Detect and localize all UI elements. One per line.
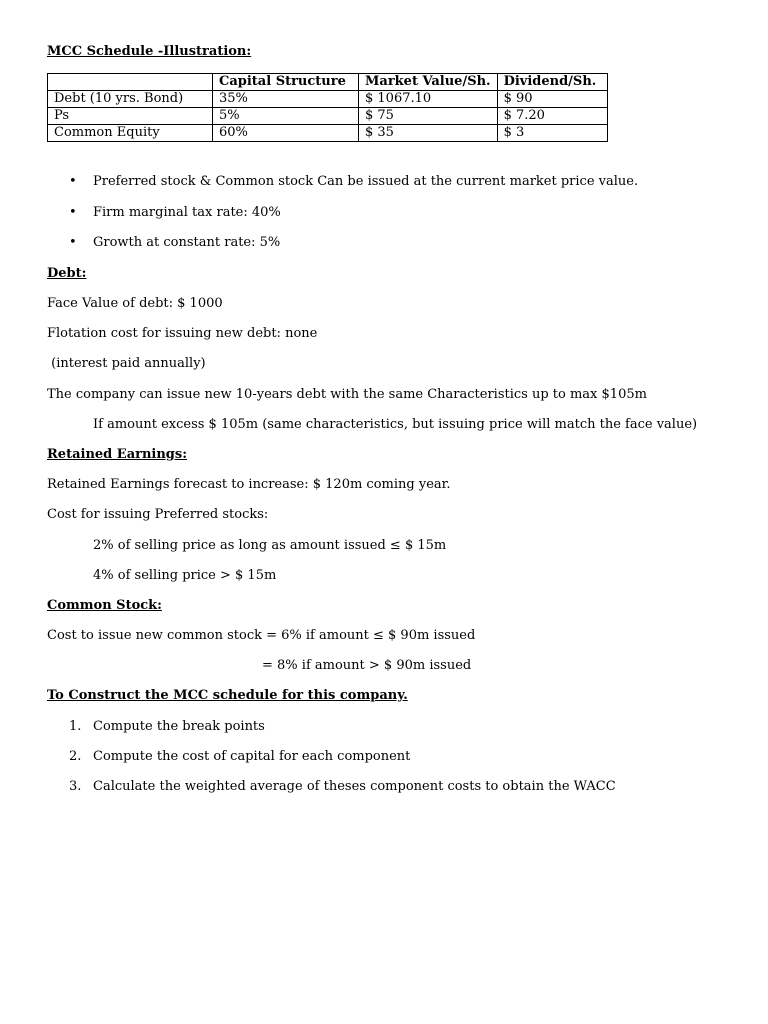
debt-excess-note: If amount excess $ 105m (same characteristics, but issuing price will match the face value) <box>93 417 698 432</box>
debt-interest-note: (interest paid annually) <box>47 356 206 371</box>
list-text: Compute the cost of capital for each component <box>93 749 411 764</box>
table-row <box>48 108 608 125</box>
preferred-cost-label: Cost for issuing Preferred stocks: <box>47 507 269 522</box>
table-row <box>48 91 608 108</box>
common-cost-1: Cost to issue new common stock = 6% if amount ≤ $ 90m issued <box>47 628 476 643</box>
debt-face-value: Face Value of debt: $ 1000 <box>47 296 223 311</box>
table-header-cell <box>48 74 213 91</box>
bullet-text: Growth at constant rate: 5% <box>93 235 281 250</box>
common-cost-2: = 8% if amount > $ 90m issued <box>262 658 472 673</box>
debt-issue-limit: The company can issue new 10-years debt with the same Characteristics up to max $105m <box>47 387 647 402</box>
table-cell: Ps <box>48 108 213 125</box>
preferred-cost-tier1: 2% of selling price as long as amount issued ≤ $ 15m <box>93 538 447 553</box>
table-cell: $ 75 <box>359 108 498 125</box>
table-cell: Debt (10 yrs. Bond) <box>48 91 213 108</box>
bullet-marker: • <box>69 174 77 189</box>
document-title: MCC Schedule -Illustration: <box>47 44 252 59</box>
debt-flotation: Flotation cost for issuing new debt: none <box>47 326 318 341</box>
list-number: 2. <box>69 749 82 764</box>
table-header-row <box>48 74 608 91</box>
table-header-cell: Capital Structure <box>213 74 359 91</box>
list-number: 1. <box>69 719 82 734</box>
list-number: 3. <box>69 779 82 794</box>
table-cell: Common Equity <box>48 125 213 142</box>
bullet-marker: • <box>69 235 77 250</box>
common-heading: Common Stock: <box>47 598 162 613</box>
list-text: Compute the break points <box>93 719 265 734</box>
bullet-marker: • <box>69 205 77 220</box>
table-cell: 35% <box>213 91 359 108</box>
bullet-text: Preferred stock & Common stock Can be issued at the current market price value. <box>93 174 639 189</box>
retained-forecast: Retained Earnings forecast to increase: $ 120m coming year. <box>47 477 451 492</box>
table-cell: $ 90 <box>497 91 607 108</box>
table-cell: $ 3 <box>497 125 607 142</box>
table-cell: $ 7.20 <box>497 108 607 125</box>
table-row <box>48 125 608 142</box>
table-header-cell: Dividend/Sh. <box>497 74 607 91</box>
table-cell: 60% <box>213 125 359 142</box>
table-header-cell: Market Value/Sh. <box>359 74 498 91</box>
list-text: Calculate the weighted average of theses component costs to obtain the WACC <box>93 779 616 794</box>
capital-structure-table <box>47 73 608 142</box>
table-cell: 5% <box>213 108 359 125</box>
table-cell: $ 1067.10 <box>359 91 498 108</box>
preferred-cost-tier2: 4% of selling price > $ 15m <box>93 568 277 583</box>
construct-heading: To Construct the MCC schedule for this company. <box>47 688 408 703</box>
table-cell: $ 35 <box>359 125 498 142</box>
debt-heading: Debt: <box>47 266 87 281</box>
bullet-text: Firm marginal tax rate: 40% <box>93 205 281 220</box>
retained-heading: Retained Earnings: <box>47 447 188 462</box>
